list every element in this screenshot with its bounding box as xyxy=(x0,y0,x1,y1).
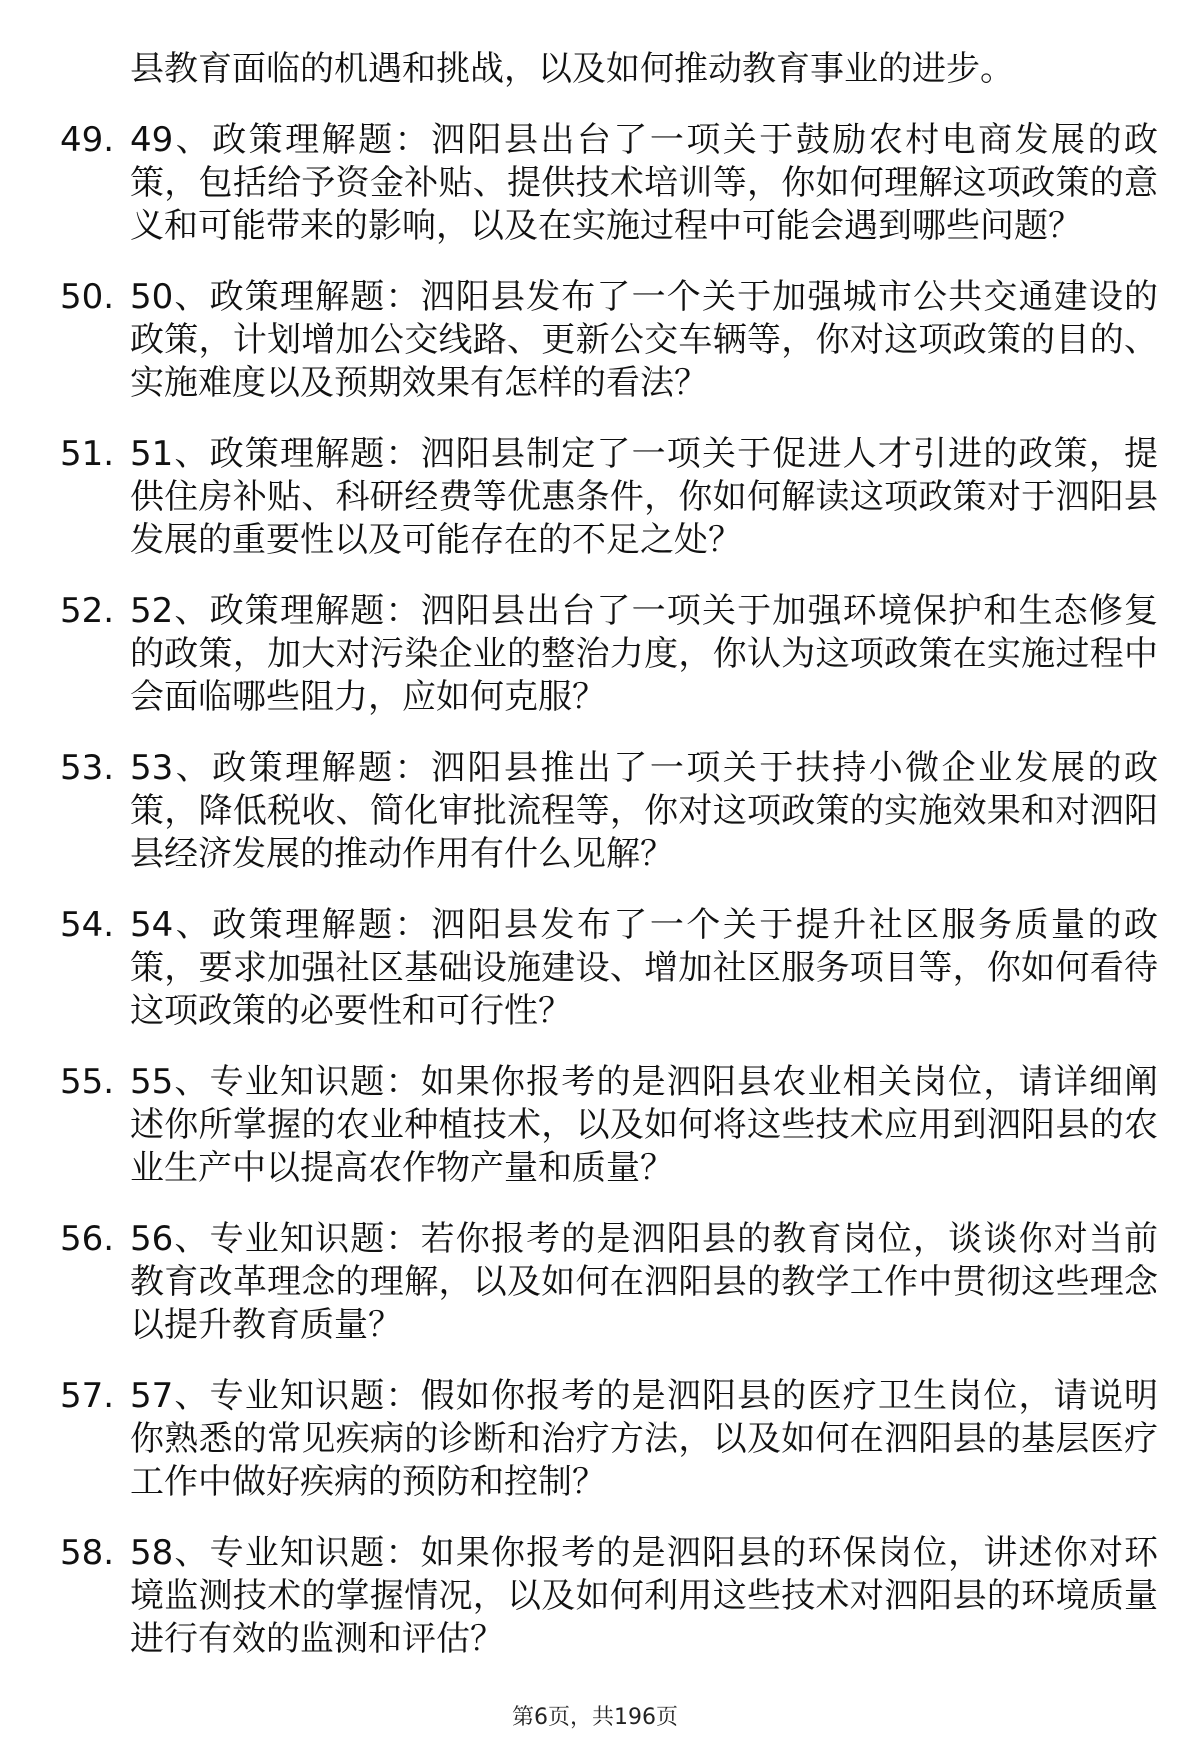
question-text: 55、专业知识题：如果你报考的是泗阳县农业相关岗位，请详细阐述你所掌握的农业种植技术，以及如何将这些技术应用到泗阳县的农业生产中以提高农作物产量和质量？ xyxy=(130,1062,1158,1188)
question-number: 51. xyxy=(60,434,115,474)
question-item xyxy=(60,1375,1158,1504)
question-number: 50. xyxy=(60,277,115,317)
question-text: 52、政策理解题：泗阳县出台了一项关于加强环境保护和生态修复的政策，加大对污染企业的整治力度，你认为这项政策在实施过程中会面临哪些阻力，应如何克服？ xyxy=(130,591,1158,717)
question-text: 56、专业知识题：若你报考的是泗阳县的教育岗位，谈谈你对当前教育改革理念的理解，以及如何在泗阳县的教学工作中贯彻这些理念以提升教育质量？ xyxy=(130,1219,1158,1345)
question-item xyxy=(60,433,1158,562)
question-item xyxy=(60,119,1158,248)
question-number: 58. xyxy=(60,1533,115,1573)
question-text: 58、专业知识题：如果你报考的是泗阳县的环保岗位，讲述你对环境监测技术的掌握情况，以及如何利用这些技术对泗阳县的环境质量进行有效的监测和评估？ xyxy=(130,1533,1158,1659)
page-content xyxy=(60,48,1158,1661)
question-number: 55. xyxy=(60,1062,115,1102)
continuation-text: 县教育面临的机遇和挑战，以及如何推动教育事业的进步。 xyxy=(130,49,1014,89)
question-text: 50、政策理解题：泗阳县发布了一个关于加强城市公共交通建设的政策，计划增加公交线路、更新公交车辆等，你对这项政策的目的、实施难度以及预期效果有怎样的看法？ xyxy=(130,277,1158,403)
question-number: 49. xyxy=(60,120,115,160)
question-item xyxy=(60,747,1158,876)
question-text: 53、政策理解题：泗阳县推出了一项关于扶持小微企业发展的政策，降低税收、简化审批流程等，你对这项政策的实施效果和对泗阳县经济发展的推动作用有什么见解？ xyxy=(130,748,1158,874)
page-footer xyxy=(0,1704,1190,1732)
question-list xyxy=(60,119,1158,1661)
question-item xyxy=(60,904,1158,1033)
question-text: 49、政策理解题：泗阳县出台了一项关于鼓励农村电商发展的政策，包括给予资金补贴、提供技术培训等，你如何理解这项政策的意义和可能带来的影响，以及在实施过程中可能会遇到哪些问题？ xyxy=(130,120,1158,246)
question-number: 56. xyxy=(60,1219,115,1259)
question-text: 51、政策理解题：泗阳县制定了一项关于促进人才引进的政策，提供住房补贴、科研经费等优惠条件，你如何解读这项政策对于泗阳县发展的重要性以及可能存在的不足之处？ xyxy=(130,434,1158,560)
question-item xyxy=(60,276,1158,405)
question-number: 57. xyxy=(60,1376,115,1416)
question-item xyxy=(60,1532,1158,1661)
question-number: 52. xyxy=(60,591,115,631)
question-item xyxy=(60,1218,1158,1347)
question-item xyxy=(60,1061,1158,1190)
question-text: 57、专业知识题：假如你报考的是泗阳县的医疗卫生岗位，请说明你熟悉的常见疾病的诊断和治疗方法，以及如何在泗阳县的基层医疗工作中做好疾病的预防和控制？ xyxy=(130,1376,1158,1502)
question-number: 54. xyxy=(60,905,115,945)
question-number: 53. xyxy=(60,748,115,788)
page-number-label: 第6页，共196页 xyxy=(512,1705,678,1730)
question-item xyxy=(60,590,1158,719)
question-text: 54、政策理解题：泗阳县发布了一个关于提升社区服务质量的政策，要求加强社区基础设施建设、增加社区服务项目等，你如何看待这项政策的必要性和可行性？ xyxy=(130,905,1158,1031)
